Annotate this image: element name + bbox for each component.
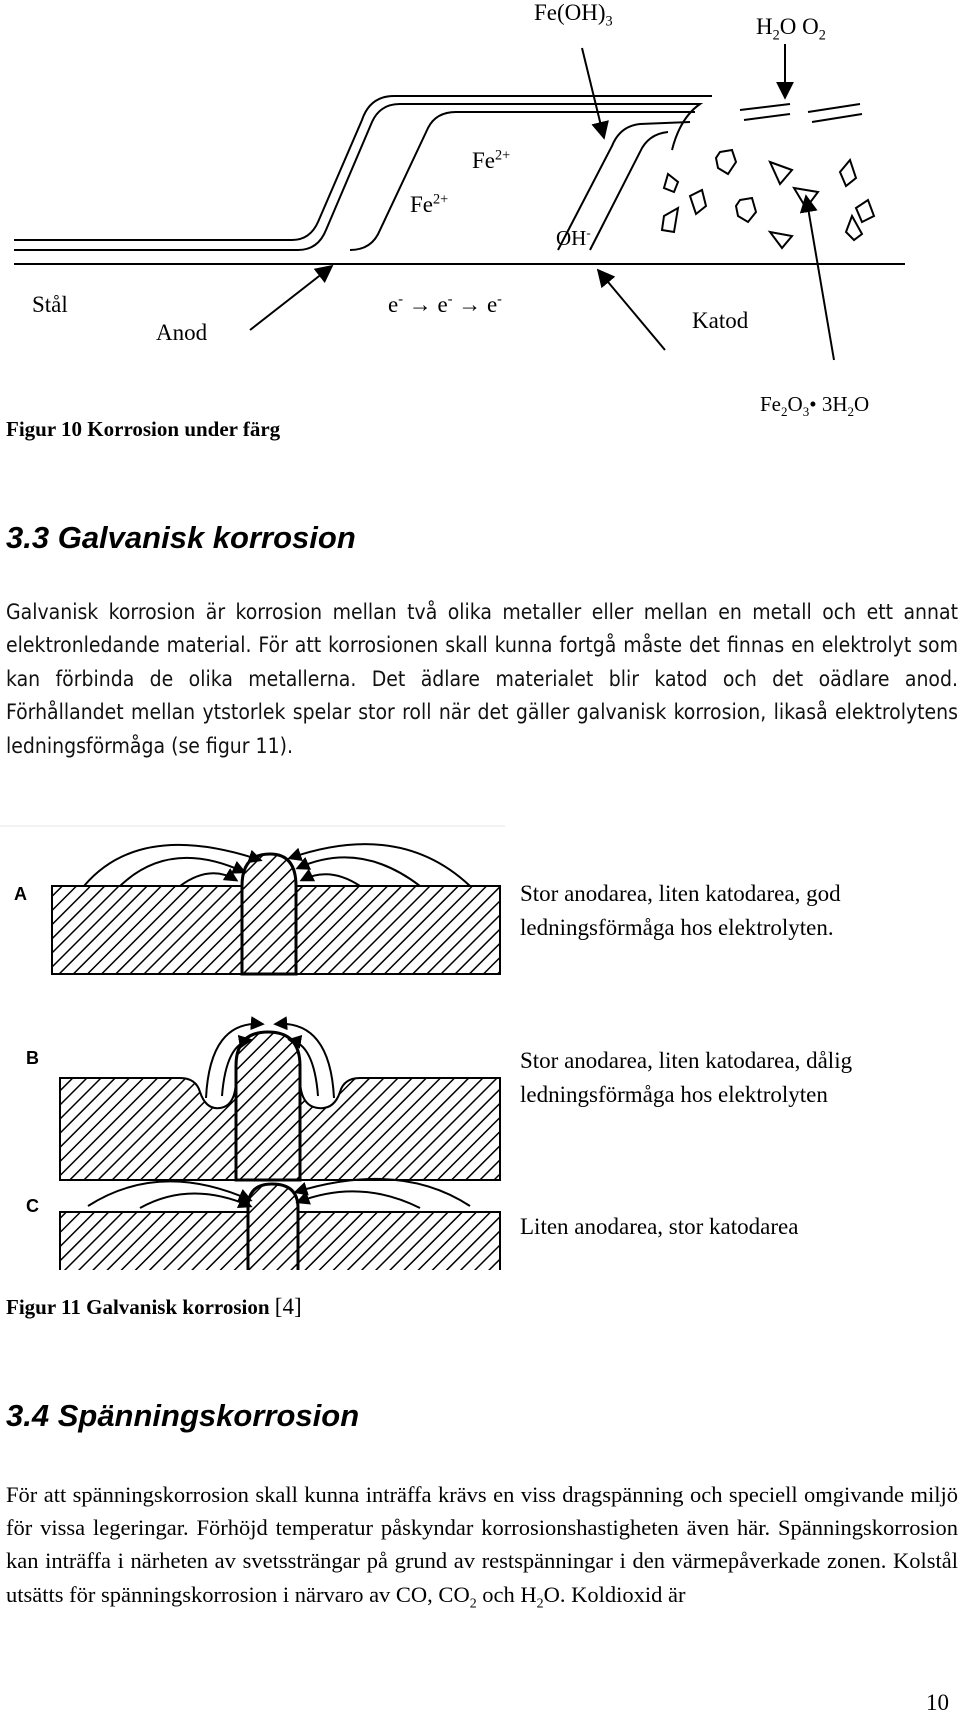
blister-edge-2 xyxy=(590,132,668,250)
label-stal: Stål xyxy=(32,292,68,317)
label-oh: OH- xyxy=(556,225,591,250)
arrow-product xyxy=(806,196,834,360)
section-3-4-heading: 3.4 Spänningskorrosion xyxy=(6,1398,360,1433)
figure-11-reference: [4] xyxy=(274,1294,302,1319)
page-number: 10 xyxy=(926,1690,949,1715)
panel-b-drawing xyxy=(60,1024,500,1180)
arrow-oh xyxy=(598,270,665,350)
label-fe2-upper: $Fe^{2+}$ xyxy=(472,147,511,173)
section-3-3-heading: 3.3 Galvanisk korrosion xyxy=(6,520,356,555)
panel-b-description: Stor anodarea, liten katodarea, dålig ledningsförmåga hos elektrolyten xyxy=(520,1048,853,1107)
section-3-3-paragraph: Galvanisk korrosion är korrosion mellan två olika metaller eller mellan en metall och ett annat elektronledande material. För att korrosionen skall kunna fortgå måste det finnas en elektrolyt som kan förbinda de olika metallerna. Det ädlare materialet blir katod och det oädlare anod. Förhållandet mellan ytstorlek spelar stor roll när det gäller galvanisk korrosion, likaså elektrolytens ledningsförmåga (se figur 11). xyxy=(6,600,958,758)
figure-10-diagram xyxy=(0,0,960,380)
arrow-feoh3 xyxy=(582,48,604,138)
label-electron-flow: e- → e- → e- xyxy=(388,291,502,317)
label-anod: Anod xyxy=(156,320,208,345)
arrow-anod xyxy=(250,266,332,330)
right-arrow-icon: → xyxy=(408,292,432,317)
label-feoh3: $Fe(OH)_3$ xyxy=(534,0,613,30)
paint-layer-inner xyxy=(14,96,712,240)
figure-11-caption: Figur 11 Galvanisk korrosion [4] xyxy=(6,1294,302,1319)
rust-particles xyxy=(662,150,874,248)
panel-a-description: Stor anodarea, liten katodarea, god ledningsförmåga hos elektrolyten. xyxy=(520,881,841,940)
right-arrow-icon: → xyxy=(458,292,482,317)
panel-c-description: Liten anodarea, stor katodarea xyxy=(520,1214,799,1239)
section-3-4-paragraph: För att spänningskorrosion skall kunna inträffa krävs en viss dragspänning och speciell omgivande miljö för vissa legeringar. Förhöjd temperatur påskyndar korrosionshastigheten även här. Spänningskorrosion kan inträffa i närheten av svetssträngar på grund av restspänningar i den värmepåverkade zonen. Kolstål utsätts för spänningskorrosion i närvaro av CO, $CO_2$ och $H_2O$. Koldioxid är xyxy=(6,1482,958,1612)
paint-layer-mid xyxy=(350,112,695,250)
label-fe2-lower: $Fe^{2+}$ xyxy=(410,191,449,217)
label-corrosion-product: $Fe_2O_3•$ $3H_2O$ xyxy=(760,392,870,420)
paint-layer-outer xyxy=(14,104,700,250)
panel-b-letter: B xyxy=(26,1048,39,1068)
label-h2o-o2: $H_2O$ $O_2$ xyxy=(756,14,826,44)
label-katod: Katod xyxy=(692,308,749,333)
figure-10-caption: Figur 10 Korrosion under färg xyxy=(6,417,281,441)
panel-a-letter: A xyxy=(14,884,27,904)
panel-a-drawing xyxy=(52,844,500,974)
figure-11-diagram xyxy=(0,820,510,1270)
panel-c-letter: C xyxy=(26,1196,39,1216)
panel-c-drawing xyxy=(60,1179,500,1270)
